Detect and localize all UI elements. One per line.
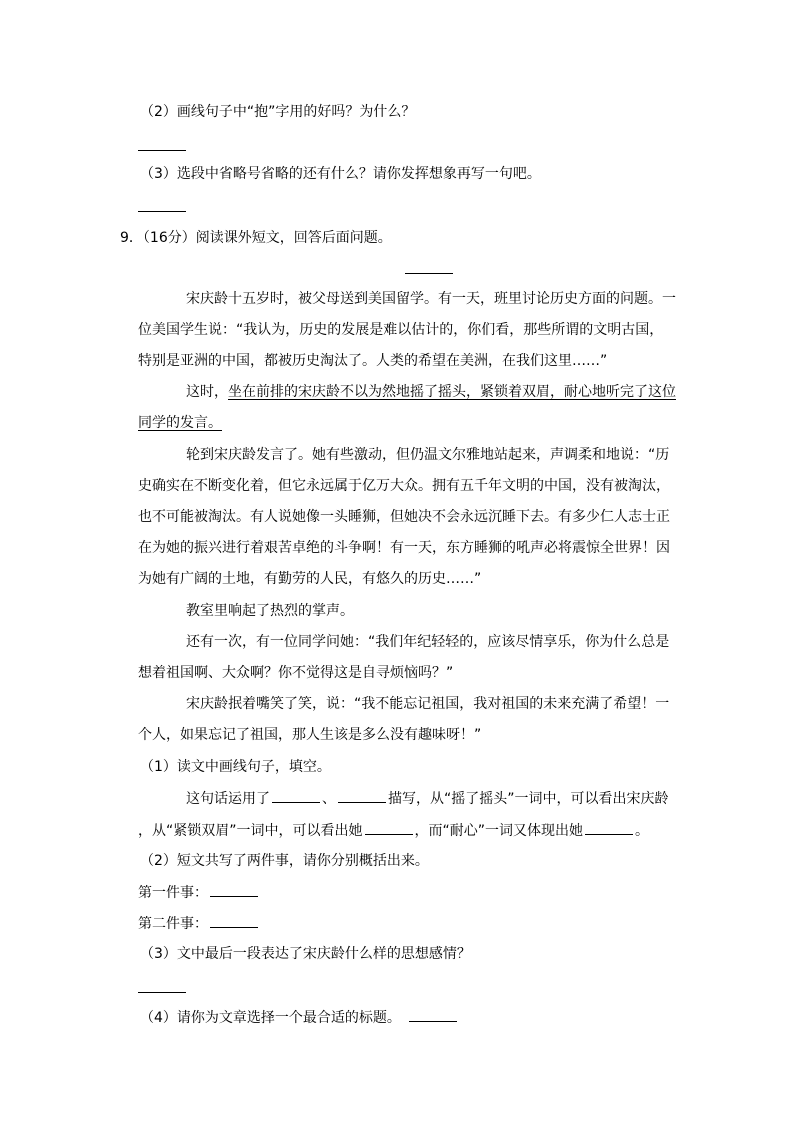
q9-heading: 9．（16分）阅读课外短文，回答后面问题。 (120, 230, 392, 246)
q9-sub4-blank[interactable] (409, 1007, 457, 1022)
q9-sub4-text: （4）请你为文章选择一个最合适的标题。 (140, 1010, 401, 1026)
q9-p1-line3: 特别是亚洲的中国，都被历史淘汰了。人类的希望在美洲，在我们这里……” (138, 353, 608, 369)
q9-sub1-blank-3[interactable] (365, 820, 413, 835)
q9-sub3: （3）文中最后一段表达了宋庆龄什么样的思想感情？ (140, 946, 471, 962)
q8-sub3: （3）选段中省略号省略的还有什么？请你发挥想象再写一句吧。 (140, 166, 541, 182)
q9-sub1-line2 (138, 820, 649, 841)
q9-sub1: （1）读文中画线句子，填空。 (140, 759, 331, 775)
q9-sub1-text-b: 、 (322, 791, 336, 807)
q9-p3-line4: 在为她的振兴进行着艰苦卓绝的斗争啊！有一天，东方睡狮的吼声必将震惊全世界！因 (138, 540, 670, 556)
q9-sub2-second (138, 913, 260, 934)
q9-sub2-second-blank[interactable] (210, 913, 258, 928)
q9-p5-line2: 想着祖国啊、大众啊？你不觉得这是自寻烦恼吗？” (138, 665, 454, 681)
q9-title-blank[interactable] (405, 273, 453, 274)
q9-sub1-blank-1[interactable] (272, 788, 320, 803)
q9-p1-line2: 位美国学生说：“我认为，历史的发展是难以估计的，你们看，那些所谓的文明古国， (138, 322, 664, 338)
q8-sub3-answer-blank[interactable] (138, 211, 186, 212)
q9-sub4 (140, 1007, 459, 1028)
q9-p6-line1: 宋庆龄抿着嘴笑了笑，说：“我不能忘记祖国，我对祖国的未来充满了希望！一 (186, 696, 670, 712)
q9-sub2-first-blank[interactable] (210, 882, 258, 897)
q9-sub2-first (138, 882, 260, 903)
q9-p1-line1: 宋庆龄十五岁时，被父母送到美国留学。有一天，班里讨论历史方面的问题。一 (186, 291, 676, 307)
q9-sub1-text-c: 描写，从“摇了摇头”一词中，可以看出宋庆龄 (388, 791, 669, 807)
q9-sub1-text-e: ，而“耐心”一词又体现出她 (414, 823, 584, 839)
q9-sub1-text-d: ，从“紧锁双眉”一词中，可以看出她 (138, 823, 363, 839)
q9-p3-line5: 为她有广阔的土地，有勤劳的人民，有悠久的历史……” (138, 571, 482, 587)
q9-p2-line2: 同学的发言。 (138, 415, 222, 431)
q9-p4: 教室里响起了热烈的掌声。 (186, 603, 354, 619)
q9-p3-line1: 轮到宋庆龄发言了。她有些激动，但仍温文尔雅地站起来，声调柔和地说：“历 (186, 447, 670, 463)
q9-p2-lead: 这时， (186, 384, 228, 400)
q9-p5-line1: 还有一次，有一位同学问她：“我们年纪轻轻的，应该尽情享乐，你为什么总是 (186, 634, 670, 650)
q8-sub2: （2）画线句子中“抱”字用的好吗？为什么？ (140, 104, 416, 120)
q9-sub1-blank-4[interactable] (585, 820, 633, 835)
q9-p2-line1 (186, 382, 676, 402)
q9-p3-line3: 也不可能被淘汰。有人说她像一头睡狮，但她决不会永远沉睡下去。有多少仁人志士正 (138, 509, 670, 525)
q9-p3-line2: 史确实在不断变化着，但它永远属于亿万大众。拥有五千年文明的中国，没有被淘汰， (138, 478, 670, 494)
q9-sub3-answer-blank[interactable] (138, 992, 186, 993)
q9-sub1-blank-2[interactable] (338, 788, 386, 803)
q8-sub2-answer-blank[interactable] (138, 150, 186, 151)
q9-sub2: （2）短文共写了两件事，请你分别概括出来。 (140, 853, 429, 869)
q9-sub2-second-label: 第二件事： (138, 916, 208, 932)
q9-sub1-text-f: 。 (635, 823, 650, 839)
q9-sub1-line1 (186, 788, 669, 809)
q9-p6-line2: 个人，如果忘记了祖国，那人生该是多么没有趣味呀！” (138, 727, 482, 743)
q9-underlined-sentence: 坐在前排的宋庆龄不以为然地摇了摇头，紧锁着双眉，耐心地听完了这位 (228, 384, 676, 400)
q9-sub2-first-label: 第一件事： (138, 885, 208, 901)
q9-sub1-text-a: 这句话运用了 (186, 791, 270, 807)
